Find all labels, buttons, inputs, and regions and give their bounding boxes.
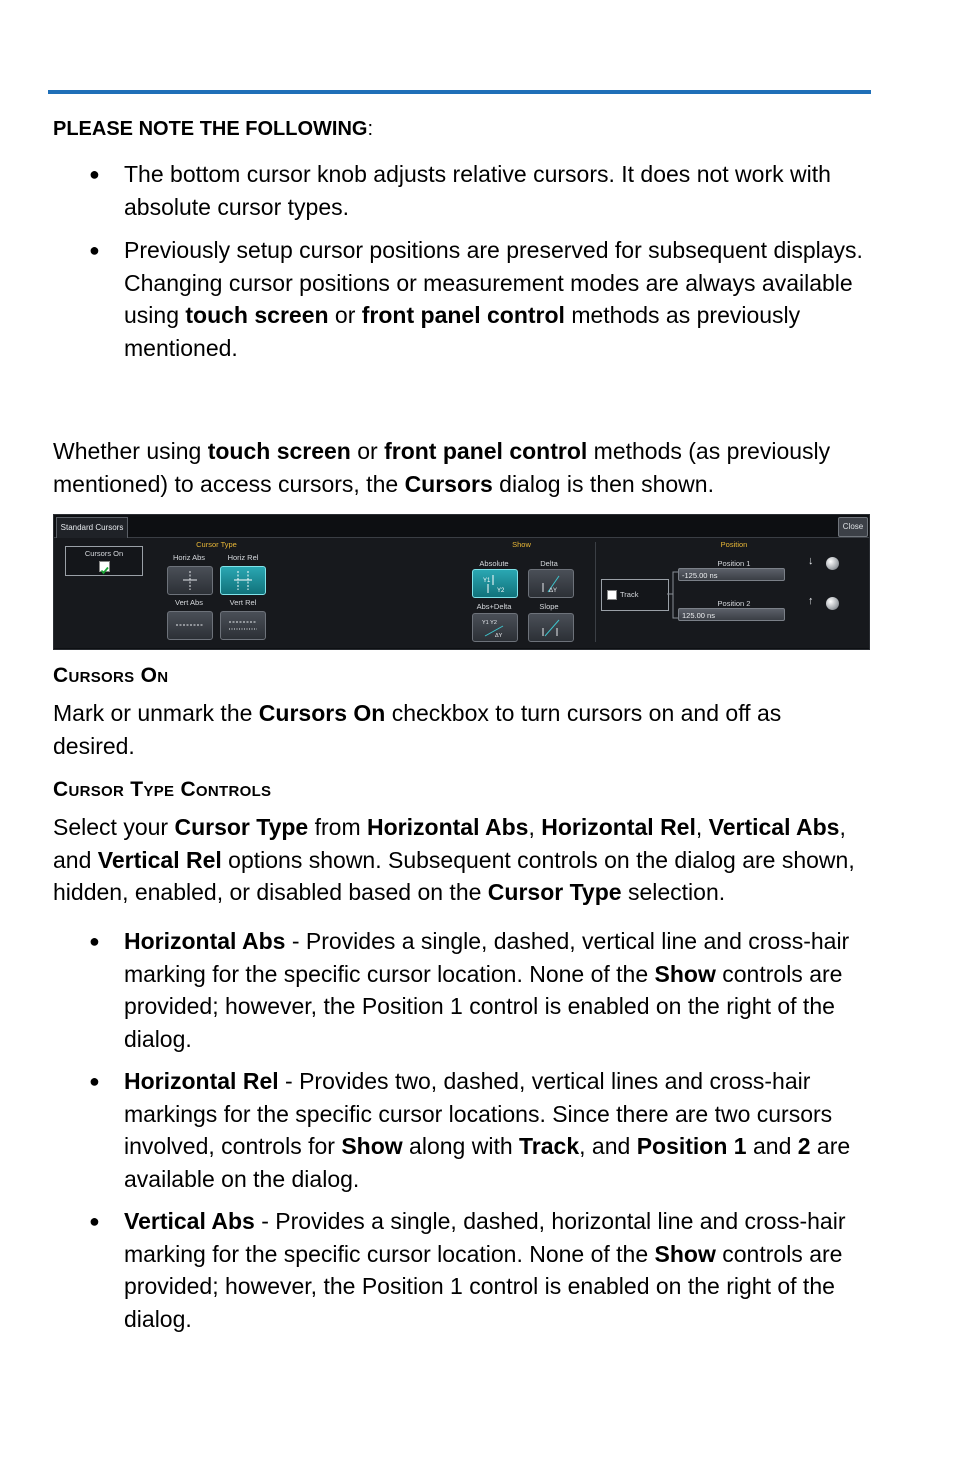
horiz-rel-label: Horiz Rel xyxy=(227,553,259,562)
group-divider xyxy=(595,542,596,642)
svg-text:ΔY: ΔY xyxy=(549,588,558,594)
section-heading-cursors-on: Cursors On xyxy=(53,664,169,687)
track-checkbox[interactable] xyxy=(607,590,617,600)
cursor-type-group-label: Cursor Type xyxy=(196,540,237,549)
bullet-icon: ● xyxy=(89,1071,100,1091)
absolute-button[interactable] xyxy=(472,569,518,598)
slope-icon xyxy=(529,614,573,641)
slope-label: Slope xyxy=(539,602,559,611)
cursors-on-box xyxy=(65,546,143,576)
header-rule xyxy=(48,90,871,94)
svg-text:Y2: Y2 xyxy=(497,588,505,594)
horiz-rel-button[interactable] xyxy=(220,566,266,595)
hline-icon xyxy=(168,612,212,639)
abs-delta-label: Abs+Delta xyxy=(476,602,512,611)
down-arrow-icon: ↓ xyxy=(808,555,814,567)
double-crosshair-icon xyxy=(221,567,265,594)
svg-text:Y1 Y2: Y1 Y2 xyxy=(482,620,497,626)
dialog-pane xyxy=(54,538,869,648)
position2-label: Position 2 xyxy=(717,599,751,608)
cursor-type-paragraph: Select your Cursor Type from Horizontal Abs, Horizontal Rel, Vertical Abs, and Vertical Rel options shown. Subsequent controls on the dialog are shown, hidden, enabled, or disabled based on the Cursor Type selection. xyxy=(53,814,855,905)
cursors-on-checkbox[interactable] xyxy=(99,561,110,572)
cursors-dialog xyxy=(53,514,870,650)
vert-rel-label: Vert Rel xyxy=(229,598,257,607)
position1-field[interactable]: -125.00 ns xyxy=(678,568,785,581)
bullet-icon: ● xyxy=(89,240,100,260)
cursors-on-label: Cursors On xyxy=(84,549,124,558)
svg-text:Y1: Y1 xyxy=(483,578,491,584)
knob2-icon[interactable] xyxy=(826,597,839,610)
delta-icon xyxy=(529,570,573,597)
dialog-tabbar xyxy=(54,515,869,538)
vert-abs-button[interactable] xyxy=(167,611,213,640)
double-hline-icon xyxy=(221,612,265,639)
up-arrow-icon: ↑ xyxy=(808,595,814,607)
intro-paragraph: Whether using touch screen or front panel control methods (as previously mentioned) to access cursors, the Cursors dialog is then shown. xyxy=(53,438,831,497)
track-box xyxy=(601,579,669,611)
slope-button[interactable] xyxy=(528,613,574,642)
bullet-icon: ● xyxy=(89,931,100,951)
delta-label: Delta xyxy=(540,559,558,568)
absolute-label: Absolute xyxy=(479,559,509,568)
svg-text:ΔY: ΔY xyxy=(495,633,503,639)
position-group-label: Position xyxy=(720,540,748,549)
bullet-icon: ● xyxy=(89,164,100,184)
cursors-on-paragraph: Mark or unmark the Cursors On checkbox to turn cursors on and off as desired. xyxy=(53,700,782,759)
abs-delta-icon xyxy=(473,614,517,641)
horiz-abs-button[interactable] xyxy=(167,566,213,595)
vert-abs-label: Vert Abs xyxy=(175,598,203,607)
checkmark-icon xyxy=(100,566,109,575)
show-group-label: Show xyxy=(512,540,531,549)
vert-rel-button[interactable] xyxy=(220,611,266,640)
track-label: Track xyxy=(620,590,639,599)
abs-delta-button[interactable] xyxy=(472,613,518,642)
tab-standard-cursors[interactable]: Standard Cursors xyxy=(56,517,128,538)
note-heading: PLEASE NOTE THE FOLLOWING: xyxy=(53,118,374,140)
close-button[interactable]: Close xyxy=(838,517,868,537)
horiz-abs-label: Horiz Abs xyxy=(172,553,206,562)
bullet-icon: ● xyxy=(89,1211,100,1231)
position1-label: Position 1 xyxy=(717,559,751,568)
section-heading-cursor-type: Cursor Type Controls xyxy=(53,778,272,801)
crosshair-icon xyxy=(168,567,212,594)
knob1-icon[interactable] xyxy=(826,557,839,570)
position2-field[interactable]: 125.00 ns xyxy=(678,608,785,621)
delta-button[interactable] xyxy=(528,569,574,598)
absolute-icon xyxy=(473,570,517,597)
